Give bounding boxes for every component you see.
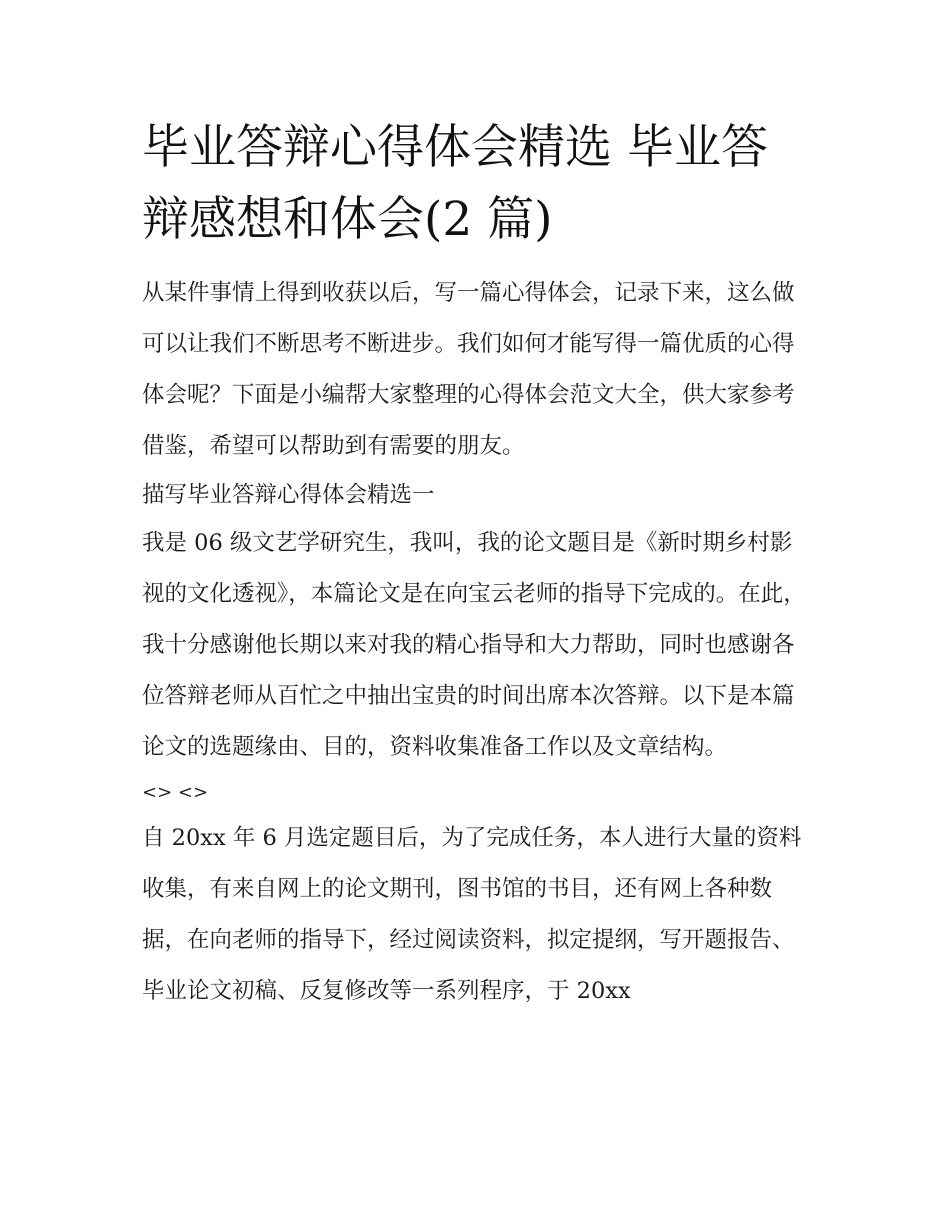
- intro-paragraph: 从某件事情上得到收获以后，写一篇心得体会，记录下来，这么做可以让我们不断思考不断进步。我们如何才能写得一篇优质的心得体会呢？下面是小编帮大家整理的心得体会范文大全，供大家参考借鉴，希望可以帮助到有需要的朋友。: [142, 280, 795, 459]
- section-heading: 描写毕业答辩心得体会精选一: [142, 482, 435, 508]
- placeholder-marker: <> <>: [142, 782, 209, 803]
- body-paragraph-1: 我是 06 级文艺学研究生，我叫，我的论文题目是《新时期乡村影视的文化透视》，本篇论文是在向宝云老师的指导下完成的。在此，我十分感谢他长期以来对我的精心指导和大力帮助，同时也感谢各位答辩老师从百忙之中抽出宝贵的时间出席本次答辩。以下是本篇论文的选题缘由、目的，资料收集准备工作以及文章结构。: [142, 530, 806, 760]
- document-title: 毕业答辩心得体会精选 毕业答辩感想和体会(2 篇): [142, 120, 768, 247]
- document-page: [142, 112, 814, 1017]
- body-paragraph-2: 自 20xx 年 6 月选定题目后，为了完成任务，本人进行大量的资料收集，有来自网上的论文期刊，图书馆的书目，还有网上各种数据，在向老师的指导下，经过阅读资料，拟定提纲，写开题报告、毕业论文初稿、反复修改等一系列程序，于 20xx: [142, 825, 802, 1004]
